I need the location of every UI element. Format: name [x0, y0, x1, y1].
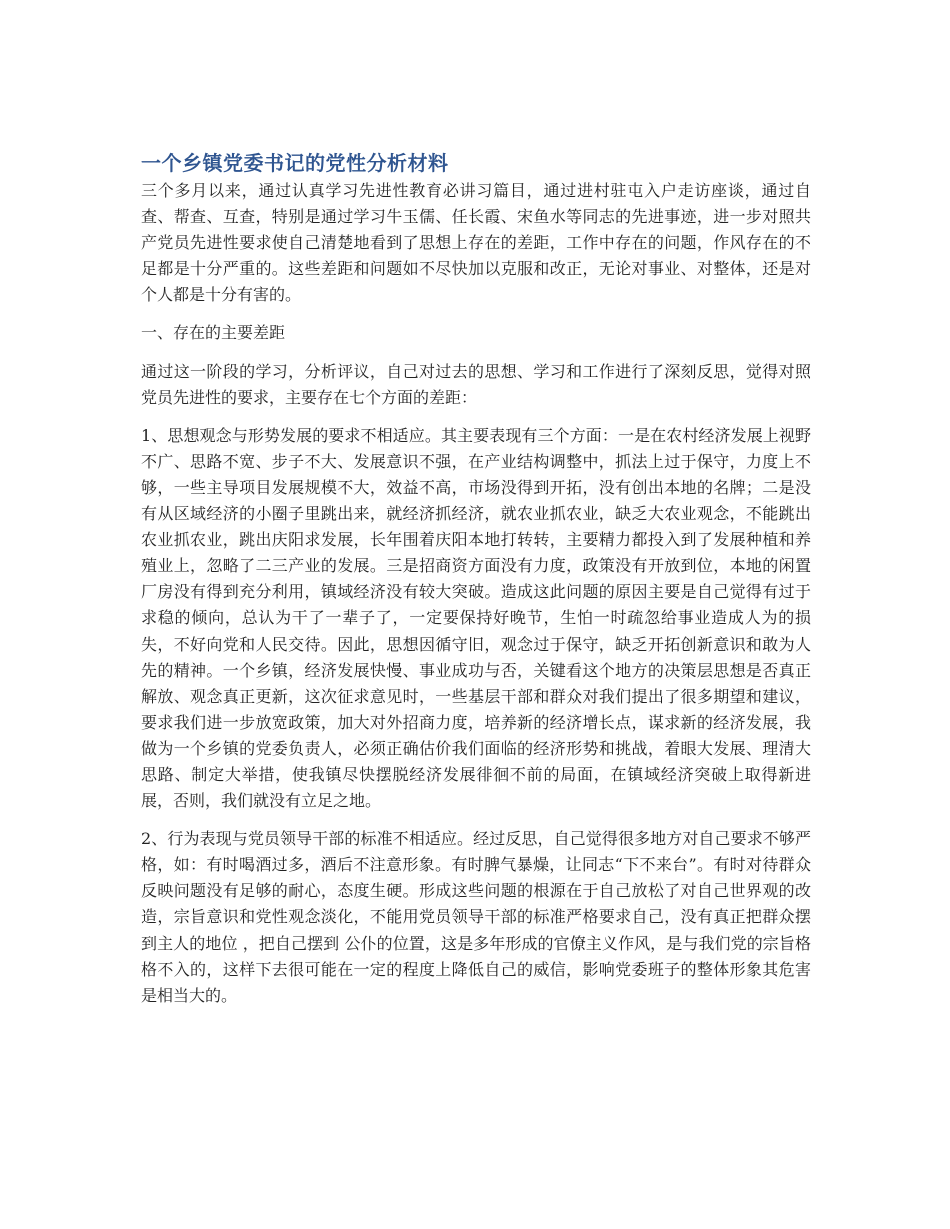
document-body — [141, 148, 811, 1009]
paragraph-self-reflection: 通过这一阶段的学习，分析评议，自己对过去的思想、学习和工作进行了深刻反思，觉得对照党员先进性的要求，主要存在七个方面的差距： — [141, 361, 811, 407]
paragraph-point-2: 2、行为表现与党员领导干部的标准不相适应。经过反思，自己觉得很多地方对自己要求不够严格，如：有时喝酒过多，酒后不注意形象。有时脾气暴燥，让同志“下不来台”。有时对待群众反映问题没有足够的耐心，态度生硬。形成这些问题的根源在于自己放松了对自己世界观的改造，宗旨意识和党性观念淡化，不能用党员领导干部的标准严格要求自己，没有真正把群众摆到主人的地位 ，把自己摆到 公仆的位置，这是多年形成的官僚主义作风，是与我们党的宗旨格格不入的，这样下去很可能在一定的程度上降低自己的威信，影响党委班子的整体形象其危害是相当大的。 — [141, 829, 811, 1005]
document-title: 一个乡镇党委书记的党性分析材料 — [141, 151, 449, 175]
paragraph-point-1: 1、思想观念与形势发展的要求不相适应。其主要表现有三个方面：一是在农村经济发展上视野不广、思路不宽、步子不大、发展意识不强，在产业结构调整中，抓法上过于保守，力度上不够，一些主导项目发展规模不大，效益不高，市场没得到开拓，没有创出本地的名牌；二是没有从区域经济的小圈子里跳出来，就经济抓经济，就农业抓农业，缺乏大农业观念，不能跳出农业抓农业，跳出庆阳求发展，长年围着庆阳本地打转转，主要精力都投入到了发展种植和养殖业上，忽略了二三产业的发展。三是招商资方面没有力度，政策没有开放到位，本地的闲置厂房没有得到充分利用，镇域经济没有较大突破。造成这此问题的原因主要是自己觉得有过于求稳的倾向，总认为干了一辈子了，一定要保持好晚节，生怕一时疏忽给事业造成人为的损失，不好向党和人民交待。因此，思想因循守旧，观念过于保守，缺乏开拓创新意识和敢为人先的精神。一个乡镇，经济发展快慢、事业成功与否，关键看这个地方的决策层思想是否真正解放、观念真正更新，这次征求意见时，一些基层干部和群众对我们提出了很多期望和建议，要求我们进一步放宽政策，加大对外招商力度，培养新的经济增长点，谋求新的经济发展，我做为一个乡镇的党委负责人，必须正确估价我们面临的经济形势和挑战，着眼大发展、理清大思路、制定大举措，使我镇尽快摆脱经济发展徘徊不前的局面，在镇域经济突破上取得新进展，否则，我们就没有立足之地。 — [141, 425, 811, 811]
paragraph-intro: 三个多月以来，通过认真学习先进性教育必讲习篇目，通过进村驻屯入户走访座谈，通过自查、帮查、互查，特别是通过学习牛玉儒、任长霞、宋鱼水等同志的先进事迹，进一步对照共产党员先进性要求使自己清楚地看到了思想上存在的差距，工作中存在的问题，作风存在的不足都是十分严重的。这些差距和问题如不尽快加以克服和改正，无论对事业、对整体，还是对个人都是十分有害的。 — [141, 181, 811, 305]
section-heading-main-gaps: 一、存在的主要差距 — [141, 323, 286, 343]
